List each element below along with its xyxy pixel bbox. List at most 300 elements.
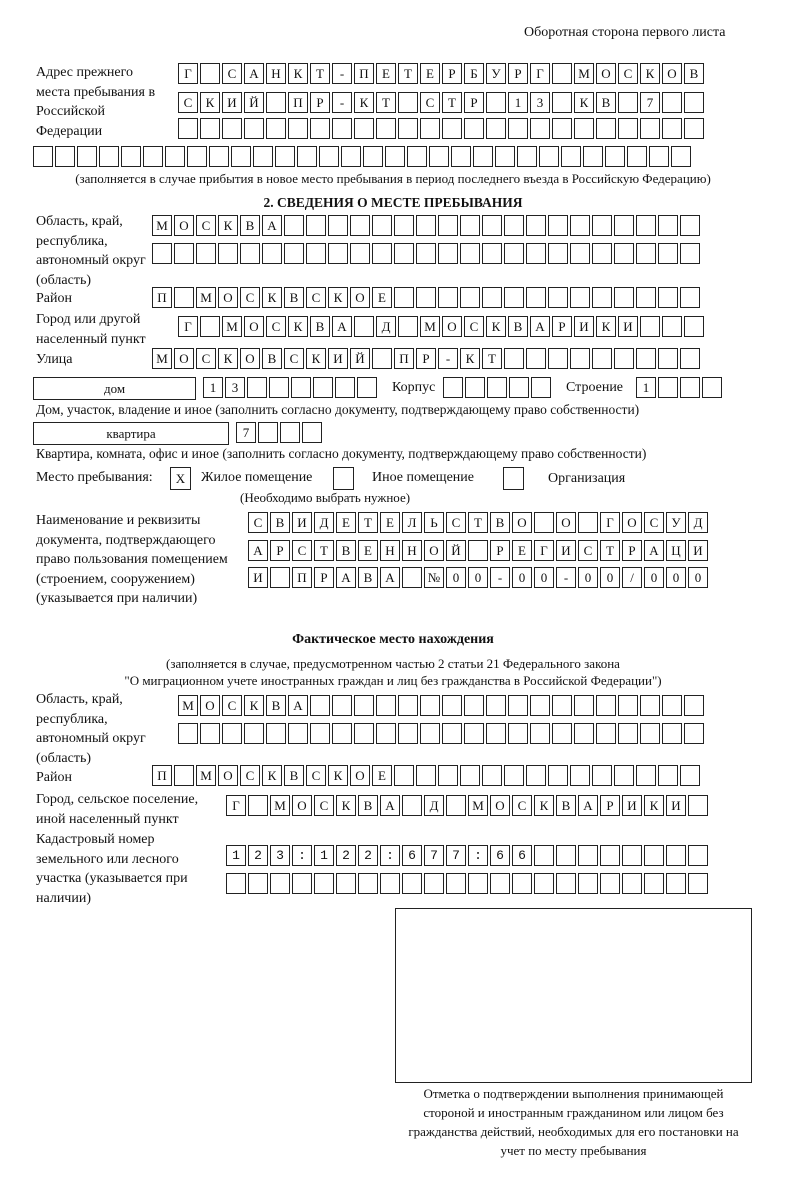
char-cell[interactable] [314, 873, 334, 894]
char-cell[interactable] [508, 723, 528, 744]
char-cell[interactable]: М [270, 795, 290, 816]
stay-option-organization-checkbox[interactable] [503, 467, 524, 490]
char-cell[interactable] [248, 873, 268, 894]
char-cell[interactable] [402, 845, 422, 866]
char-cell[interactable]: К [644, 795, 664, 816]
char-cell[interactable] [398, 695, 418, 716]
char-cell[interactable]: О [596, 63, 616, 84]
char-cell[interactable]: Г [534, 540, 554, 561]
char-cell[interactable]: А [244, 63, 264, 84]
char-cell[interactable] [306, 215, 326, 236]
char-cell[interactable] [552, 63, 572, 84]
char-cell[interactable] [253, 146, 273, 167]
char-cell[interactable]: И [574, 316, 594, 337]
char-cell[interactable] [262, 243, 282, 264]
char-cell[interactable] [552, 92, 572, 113]
char-cell[interactable] [526, 287, 546, 308]
char-cell[interactable]: А [380, 795, 400, 816]
char-cell[interactable] [504, 243, 524, 264]
char-cell[interactable] [504, 287, 524, 308]
char-cell[interactable]: О [218, 765, 238, 786]
char-cell[interactable] [416, 765, 436, 786]
char-cell[interactable] [306, 243, 326, 264]
char-cell[interactable]: К [354, 92, 374, 113]
char-cell[interactable] [341, 146, 361, 167]
char-cell[interactable]: Д [424, 795, 444, 816]
char-cell[interactable] [402, 873, 422, 894]
char-cell[interactable] [350, 243, 370, 264]
char-cell[interactable] [372, 215, 392, 236]
char-cell[interactable]: А [578, 795, 598, 816]
char-cell[interactable] [548, 765, 568, 786]
apartment-type-field[interactable]: квартира [33, 422, 229, 445]
char-cell[interactable] [539, 146, 559, 167]
char-cell[interactable] [398, 316, 418, 337]
char-cell[interactable] [662, 723, 682, 744]
char-cell[interactable]: И [666, 795, 686, 816]
char-cell[interactable] [526, 765, 546, 786]
char-cell[interactable] [636, 765, 656, 786]
char-cell[interactable]: О [424, 540, 444, 561]
char-cell[interactable] [446, 795, 466, 816]
char-cell[interactable]: Д [314, 512, 334, 533]
char-cell[interactable] [468, 873, 488, 894]
char-cell[interactable] [486, 695, 506, 716]
char-cell[interactable]: Д [376, 316, 396, 337]
char-cell[interactable]: К [328, 765, 348, 786]
char-cell[interactable]: 1 [636, 377, 656, 398]
char-cell[interactable]: № [424, 567, 444, 588]
char-cell[interactable] [178, 118, 198, 139]
char-cell[interactable] [174, 243, 194, 264]
char-cell[interactable] [614, 765, 634, 786]
char-cell[interactable] [438, 765, 458, 786]
char-cell[interactable] [187, 146, 207, 167]
char-cell[interactable]: Т [398, 63, 418, 84]
char-cell[interactable]: А [332, 316, 352, 337]
char-cell[interactable]: М [178, 695, 198, 716]
char-cell[interactable]: С [420, 92, 440, 113]
char-cell[interactable]: 0 [578, 567, 598, 588]
char-cell[interactable] [416, 215, 436, 236]
char-cell[interactable] [561, 146, 581, 167]
char-cell[interactable] [482, 243, 502, 264]
char-cell[interactable]: Е [358, 540, 378, 561]
char-cell[interactable]: С [266, 316, 286, 337]
char-cell[interactable]: М [152, 215, 172, 236]
char-cell[interactable] [451, 146, 471, 167]
char-cell[interactable] [592, 765, 612, 786]
char-cell[interactable]: Р [442, 63, 462, 84]
char-cell[interactable]: М [468, 795, 488, 816]
char-cell[interactable]: У [486, 63, 506, 84]
char-cell[interactable]: О [244, 316, 264, 337]
char-cell[interactable] [336, 845, 356, 866]
char-cell[interactable]: С [240, 287, 260, 308]
char-cell[interactable] [332, 723, 352, 744]
char-cell[interactable]: П [152, 287, 172, 308]
char-cell[interactable] [600, 845, 620, 866]
char-cell[interactable]: Б [464, 63, 484, 84]
char-cell[interactable]: К [200, 92, 220, 113]
char-cell[interactable]: В [596, 92, 616, 113]
char-cell[interactable] [335, 377, 355, 398]
char-cell[interactable] [402, 795, 422, 816]
char-cell[interactable] [578, 873, 598, 894]
char-cell[interactable] [394, 243, 414, 264]
char-cell[interactable]: - [556, 567, 576, 588]
char-cell[interactable]: М [222, 316, 242, 337]
char-cell[interactable] [354, 316, 374, 337]
char-cell[interactable]: Г [178, 316, 198, 337]
char-cell[interactable]: И [688, 540, 708, 561]
char-cell[interactable] [552, 695, 572, 716]
char-cell[interactable] [394, 287, 414, 308]
char-cell[interactable] [332, 118, 352, 139]
char-cell[interactable]: Е [380, 512, 400, 533]
char-cell[interactable] [468, 845, 488, 866]
char-cell[interactable] [517, 146, 537, 167]
char-cell[interactable] [473, 146, 493, 167]
char-cell[interactable]: И [622, 795, 642, 816]
char-cell[interactable]: С [248, 512, 268, 533]
char-cell[interactable]: А [288, 695, 308, 716]
char-cell[interactable] [33, 146, 53, 167]
char-cell[interactable]: В [358, 567, 378, 588]
char-cell[interactable]: 0 [666, 567, 686, 588]
char-cell[interactable] [530, 118, 550, 139]
char-cell[interactable] [284, 215, 304, 236]
char-cell[interactable]: В [310, 316, 330, 337]
char-cell[interactable] [442, 118, 462, 139]
char-cell[interactable] [570, 348, 590, 369]
char-cell[interactable] [548, 348, 568, 369]
char-cell[interactable]: / [622, 567, 642, 588]
char-cell[interactable] [702, 377, 722, 398]
char-cell[interactable] [548, 215, 568, 236]
char-cell[interactable] [684, 723, 704, 744]
char-cell[interactable] [684, 118, 704, 139]
char-cell[interactable] [460, 215, 480, 236]
char-cell[interactable] [592, 243, 612, 264]
char-cell[interactable] [358, 845, 378, 866]
char-cell[interactable]: Ь [424, 512, 444, 533]
char-cell[interactable]: 1 [508, 92, 528, 113]
char-cell[interactable]: К [218, 215, 238, 236]
char-cell[interactable]: О [512, 512, 532, 533]
char-cell[interactable] [649, 146, 669, 167]
char-cell[interactable] [380, 845, 400, 866]
char-cell[interactable]: 0 [468, 567, 488, 588]
char-cell[interactable]: А [248, 540, 268, 561]
char-cell[interactable] [363, 146, 383, 167]
char-cell[interactable] [266, 118, 286, 139]
char-cell[interactable] [292, 845, 312, 866]
char-cell[interactable]: Й [350, 348, 370, 369]
char-cell[interactable]: Е [336, 512, 356, 533]
char-cell[interactable]: О [490, 795, 510, 816]
char-cell[interactable]: С [292, 540, 312, 561]
char-cell[interactable]: Е [376, 63, 396, 84]
char-cell[interactable]: Т [468, 512, 488, 533]
char-cell[interactable]: 0 [534, 567, 554, 588]
char-cell[interactable]: О [622, 512, 642, 533]
char-cell[interactable] [658, 243, 678, 264]
char-cell[interactable]: Т [358, 512, 378, 533]
char-cell[interactable]: Т [314, 540, 334, 561]
char-cell[interactable] [269, 377, 289, 398]
char-cell[interactable]: К [262, 765, 282, 786]
char-cell[interactable]: С [196, 215, 216, 236]
char-cell[interactable]: К [288, 316, 308, 337]
char-cell[interactable] [600, 873, 620, 894]
char-cell[interactable] [460, 287, 480, 308]
char-cell[interactable] [508, 118, 528, 139]
char-cell[interactable]: С [306, 287, 326, 308]
char-cell[interactable]: Г [178, 63, 198, 84]
char-cell[interactable] [574, 118, 594, 139]
char-cell[interactable] [468, 540, 488, 561]
char-cell[interactable] [596, 118, 616, 139]
char-cell[interactable] [429, 146, 449, 167]
char-cell[interactable]: П [288, 92, 308, 113]
char-cell[interactable] [662, 92, 682, 113]
char-cell[interactable] [266, 723, 286, 744]
char-cell[interactable]: С [222, 695, 242, 716]
char-cell[interactable] [680, 215, 700, 236]
char-cell[interactable]: А [530, 316, 550, 337]
char-cell[interactable] [231, 146, 251, 167]
char-cell[interactable] [200, 316, 220, 337]
char-cell[interactable]: Р [270, 540, 290, 561]
char-cell[interactable]: Р [622, 540, 642, 561]
char-cell[interactable] [574, 695, 594, 716]
char-cell[interactable] [244, 118, 264, 139]
char-cell[interactable] [376, 723, 396, 744]
char-cell[interactable] [495, 146, 515, 167]
char-cell[interactable]: 3 [530, 92, 550, 113]
char-cell[interactable] [248, 795, 268, 816]
char-cell[interactable] [55, 146, 75, 167]
char-cell[interactable] [530, 723, 550, 744]
char-cell[interactable]: И [248, 567, 268, 588]
char-cell[interactable] [398, 92, 418, 113]
char-cell[interactable] [420, 118, 440, 139]
char-cell[interactable]: Н [402, 540, 422, 561]
char-cell[interactable] [438, 243, 458, 264]
char-cell[interactable] [258, 422, 278, 443]
char-cell[interactable]: Р [600, 795, 620, 816]
char-cell[interactable] [531, 377, 551, 398]
char-cell[interactable]: 7 [640, 92, 660, 113]
char-cell[interactable]: И [556, 540, 576, 561]
char-cell[interactable]: А [380, 567, 400, 588]
char-cell[interactable]: П [394, 348, 414, 369]
char-cell[interactable] [526, 243, 546, 264]
char-cell[interactable]: С [446, 512, 466, 533]
char-cell[interactable]: В [358, 795, 378, 816]
char-cell[interactable]: В [508, 316, 528, 337]
char-cell[interactable] [152, 243, 172, 264]
char-cell[interactable] [596, 723, 616, 744]
char-cell[interactable] [222, 118, 242, 139]
char-cell[interactable] [310, 723, 330, 744]
char-cell[interactable]: А [262, 215, 282, 236]
char-cell[interactable] [226, 845, 246, 866]
char-cell[interactable] [288, 118, 308, 139]
char-cell[interactable]: К [262, 287, 282, 308]
char-cell[interactable]: Г [226, 795, 246, 816]
char-cell[interactable] [407, 146, 427, 167]
char-cell[interactable] [640, 316, 660, 337]
char-cell[interactable] [592, 287, 612, 308]
char-cell[interactable] [570, 215, 590, 236]
char-cell[interactable] [240, 243, 260, 264]
char-cell[interactable]: Е [372, 287, 392, 308]
char-cell[interactable] [622, 873, 642, 894]
char-cell[interactable] [578, 512, 598, 533]
char-cell[interactable] [680, 348, 700, 369]
char-cell[interactable] [420, 723, 440, 744]
char-cell[interactable] [482, 287, 502, 308]
char-cell[interactable] [200, 118, 220, 139]
char-cell[interactable] [552, 723, 572, 744]
char-cell[interactable]: С [644, 512, 664, 533]
char-cell[interactable] [380, 873, 400, 894]
char-cell[interactable] [372, 243, 392, 264]
char-cell[interactable] [398, 723, 418, 744]
char-cell[interactable] [288, 723, 308, 744]
char-cell[interactable]: П [292, 567, 312, 588]
stay-option-other-checkbox[interactable] [333, 467, 354, 490]
char-cell[interactable]: Е [372, 765, 392, 786]
char-cell[interactable] [420, 695, 440, 716]
char-cell[interactable] [174, 287, 194, 308]
char-cell[interactable] [465, 377, 485, 398]
char-cell[interactable]: У [666, 512, 686, 533]
char-cell[interactable] [270, 845, 290, 866]
char-cell[interactable] [376, 695, 396, 716]
char-cell[interactable] [636, 348, 656, 369]
char-cell[interactable] [658, 377, 678, 398]
char-cell[interactable]: С [196, 348, 216, 369]
char-cell[interactable]: О [200, 695, 220, 716]
char-cell[interactable] [526, 215, 546, 236]
char-cell[interactable]: О [218, 287, 238, 308]
char-cell[interactable]: Н [266, 63, 286, 84]
char-cell[interactable]: М [196, 287, 216, 308]
char-cell[interactable] [578, 845, 598, 866]
char-cell[interactable] [292, 873, 312, 894]
char-cell[interactable] [486, 118, 506, 139]
char-cell[interactable]: Т [482, 348, 502, 369]
char-cell[interactable]: М [196, 765, 216, 786]
char-cell[interactable] [209, 146, 229, 167]
char-cell[interactable] [644, 873, 664, 894]
char-cell[interactable]: М [420, 316, 440, 337]
char-cell[interactable]: 0 [446, 567, 466, 588]
char-cell[interactable] [658, 287, 678, 308]
char-cell[interactable] [442, 695, 462, 716]
char-cell[interactable] [442, 723, 462, 744]
char-cell[interactable] [121, 146, 141, 167]
char-cell[interactable]: И [328, 348, 348, 369]
char-cell[interactable]: Й [244, 92, 264, 113]
char-cell[interactable]: О [662, 63, 682, 84]
char-cell[interactable] [680, 377, 700, 398]
char-cell[interactable] [385, 146, 405, 167]
char-cell[interactable]: С [314, 795, 334, 816]
char-cell[interactable] [662, 118, 682, 139]
char-cell[interactable]: Т [442, 92, 462, 113]
char-cell[interactable] [688, 845, 708, 866]
char-cell[interactable] [487, 377, 507, 398]
char-cell[interactable] [570, 287, 590, 308]
char-cell[interactable] [662, 316, 682, 337]
char-cell[interactable]: К [328, 287, 348, 308]
char-cell[interactable]: 0 [600, 567, 620, 588]
char-cell[interactable]: И [292, 512, 312, 533]
char-cell[interactable] [424, 845, 444, 866]
char-cell[interactable] [328, 215, 348, 236]
char-cell[interactable]: П [152, 765, 172, 786]
char-cell[interactable]: Г [600, 512, 620, 533]
char-cell[interactable] [640, 118, 660, 139]
char-cell[interactable] [314, 845, 334, 866]
char-cell[interactable] [556, 845, 576, 866]
char-cell[interactable]: О [174, 215, 194, 236]
char-cell[interactable] [512, 873, 532, 894]
char-cell[interactable]: А [336, 567, 356, 588]
char-cell[interactable] [248, 845, 268, 866]
char-cell[interactable]: И [222, 92, 242, 113]
char-cell[interactable]: 1 [203, 377, 223, 398]
char-cell[interactable] [482, 215, 502, 236]
char-cell[interactable] [504, 765, 524, 786]
char-cell[interactable] [658, 348, 678, 369]
char-cell[interactable]: 3 [225, 377, 245, 398]
char-cell[interactable]: Р [310, 92, 330, 113]
char-cell[interactable] [424, 873, 444, 894]
char-cell[interactable]: Р [508, 63, 528, 84]
char-cell[interactable] [280, 422, 300, 443]
char-cell[interactable]: С [464, 316, 484, 337]
char-cell[interactable]: О [240, 348, 260, 369]
char-cell[interactable] [684, 316, 704, 337]
char-cell[interactable]: О [350, 287, 370, 308]
char-cell[interactable] [394, 765, 414, 786]
char-cell[interactable] [244, 723, 264, 744]
char-cell[interactable] [336, 873, 356, 894]
char-cell[interactable]: К [288, 63, 308, 84]
char-cell[interactable] [684, 695, 704, 716]
char-cell[interactable] [636, 287, 656, 308]
char-cell[interactable] [438, 215, 458, 236]
char-cell[interactable] [622, 845, 642, 866]
char-cell[interactable]: Е [512, 540, 532, 561]
char-cell[interactable]: Ц [666, 540, 686, 561]
char-cell[interactable] [357, 377, 377, 398]
char-cell[interactable]: К [596, 316, 616, 337]
char-cell[interactable] [310, 695, 330, 716]
char-cell[interactable]: О [292, 795, 312, 816]
char-cell[interactable]: С [178, 92, 198, 113]
char-cell[interactable] [372, 348, 392, 369]
char-cell[interactable]: К [218, 348, 238, 369]
char-cell[interactable] [358, 873, 378, 894]
char-cell[interactable] [486, 92, 506, 113]
char-cell[interactable] [680, 765, 700, 786]
